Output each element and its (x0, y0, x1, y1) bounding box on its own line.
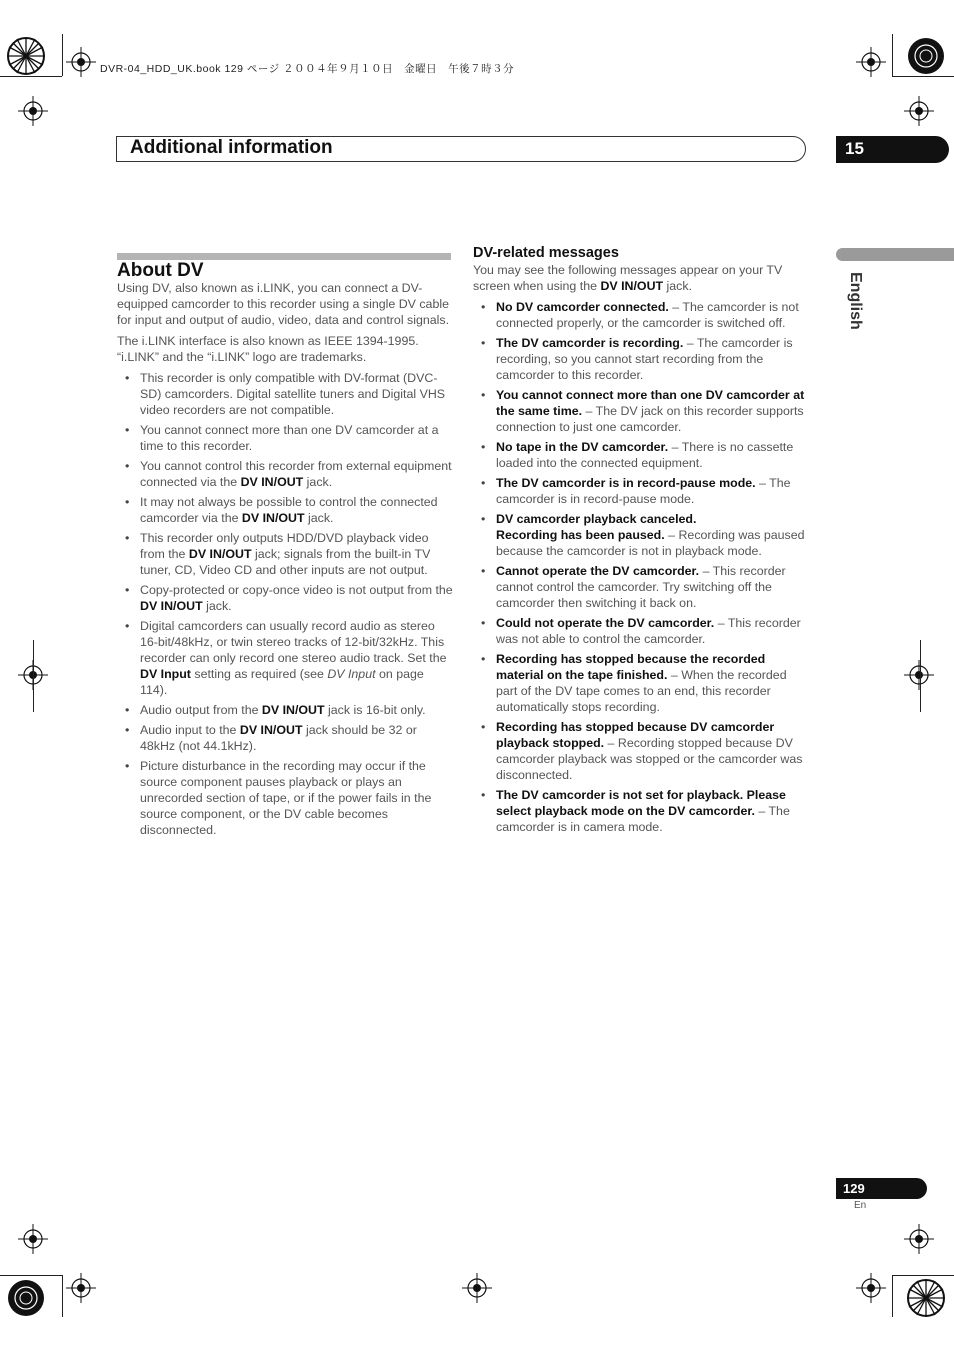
crosshair-icon (18, 96, 48, 126)
list-item: • This recorder only outputs HDD/DVD playback video from the DV IN/OUT jack; signals from the built-in TV tuner, CD, Video CD and other inputs are not output. (125, 531, 431, 577)
list-item: • The DV camcorder is recording. – The camcorder is recording, so you cannot start recording from the camcorder to this recorder. (481, 336, 793, 382)
bullet-icon: • (481, 476, 486, 490)
language-label: English (847, 272, 864, 330)
about-dv-list (117, 370, 453, 838)
list-item: • This recorder is only compatible with DV-format (DVC-SD) camcorders. Digital satellite tuners and Digital VHS video recorders are not compatible. (125, 371, 446, 417)
crosshair-icon (904, 1224, 934, 1254)
right-column (473, 245, 809, 839)
list-item: • Recording has stopped because DV camcorder playback stopped. – Recording stopped because DV camcorder playback was stopped or the camcorder was disconnected. (481, 720, 803, 782)
dv-messages-list (473, 299, 809, 835)
page-number: 129 (843, 1181, 865, 1196)
language-tab (836, 248, 954, 261)
list-item: • The DV camcorder is in record-pause mode. – The camcorder is in record-pause mode. (481, 476, 791, 506)
list-item: • Cannot operate the DV camcorder. – This recorder cannot control the camcorder. Try switching off the camcorder then switching it back on. (481, 564, 786, 610)
bullet-icon: • (481, 720, 486, 734)
bullet-icon: • (125, 723, 130, 737)
list-item: • The DV camcorder is not set for playback. Please select playback mode on the DV camcorder. – The camcorder is in camera mode. (481, 788, 790, 834)
list-item: • It may not always be possible to control the connected camcorder via the DV IN/OUT jack. (125, 495, 438, 525)
bullet-icon: • (481, 512, 486, 526)
list-item: • No tape in the DV camcorder. – There is no cassette loaded into the connected equipment. (481, 440, 794, 470)
registration-rosette-icon (6, 36, 46, 76)
crosshair-icon (66, 47, 96, 77)
registration-rosette-icon (906, 36, 946, 76)
bullet-icon: • (125, 423, 130, 437)
dv-messages-title: DV-related messages (473, 245, 619, 261)
list-item: • Audio output from the DV IN/OUT jack is 16-bit only. (125, 703, 426, 717)
list-item: • Digital camcorders can usually record audio as stereo 16-bit/48kHz, or twin stereo tracks of 12-bit/32kHz. This recorder can only record one stereo audio track. Set the DV Input setting as required (see DV Input on page 114). (125, 619, 447, 697)
print-file-header: DVR-04_HDD_UK.book 129 ページ ２００４年９月１０日 金曜日 午後７時３分 (100, 63, 515, 75)
bullet-icon: • (481, 788, 486, 802)
bullet-icon: • (481, 564, 486, 578)
bullet-icon: • (125, 459, 130, 473)
section-rule (117, 253, 451, 260)
bullet-icon: • (481, 652, 486, 666)
chapter-number: 15 (845, 139, 864, 158)
bullet-icon: • (125, 495, 130, 509)
bullet-icon: • (125, 583, 130, 597)
list-item: • Recording has stopped because the recorded material on the tape finished. – When the recorded part of the DV tape comes to an end, this recorder automatically stops recording. (481, 652, 787, 714)
list-item: • You cannot connect more than one DV camcorder at the same time. – The DV jack on this recorder supports connection to just one camcorder. (481, 388, 805, 434)
crosshair-icon (904, 660, 934, 690)
bullet-icon: • (481, 336, 486, 350)
list-item: • You cannot connect more than one DV camcorder at a time to this recorder. (125, 423, 439, 453)
bullet-icon: • (125, 619, 130, 633)
section-header-title: Additional information (130, 137, 333, 158)
registration-rosette-icon (906, 1278, 946, 1318)
bullet-icon: • (481, 388, 486, 402)
crosshair-icon (66, 1273, 96, 1303)
list-item: • DV camcorder playback canceled. Recording has been paused. – Recording was paused because the camcorder is not in playback mode. (481, 512, 805, 558)
list-item: • Copy-protected or copy-once video is not output from the DV IN/OUT jack. (125, 583, 453, 613)
ilink-paragraph: The i.LINK interface is also known as IEEE 1394-1995. “i.LINK” and the “i.LINK” logo are trademarks. (117, 334, 419, 364)
crosshair-icon (18, 1224, 48, 1254)
registration-rosette-icon (6, 1278, 46, 1318)
list-item: • You cannot control this recorder from external equipment connected via the DV IN/OUT jack. (125, 459, 452, 489)
bullet-icon: • (125, 759, 130, 773)
crosshair-icon (856, 47, 886, 77)
crosshair-icon (856, 1273, 886, 1303)
bullet-icon: • (481, 616, 486, 630)
about-dv-title: About DV (117, 260, 204, 281)
list-item: • Audio input to the DV IN/OUT jack should be 32 or 48kHz (not 44.1kHz). (125, 723, 417, 753)
bullet-icon: • (125, 703, 130, 717)
bullet-icon: • (481, 300, 486, 314)
crosshair-icon (462, 1273, 492, 1303)
bullet-icon: • (481, 440, 486, 454)
list-item: • Picture disturbance in the recording may occur if the source component pauses playback or plays an unrecorded section of tape, or if the power fails in the source component, or the DV cable becomes disconnected. (125, 759, 432, 837)
list-item: • No DV camcorder connected. – The camcorder is not connected properly, or the camcorder is switched off. (481, 300, 799, 330)
bullet-icon: • (125, 531, 130, 545)
page-language: En (854, 1200, 867, 1211)
bullet-icon: • (125, 371, 130, 385)
about-dv-paragraph: Using DV, also known as i.LINK, you can connect a DV-equipped camcorder to this recorder using a single DV cable for input and output of audio, video, data and control signals. (117, 281, 450, 327)
dv-messages-intro: You may see the following messages appear on your TV screen when using the DV IN/OUT jack. (473, 263, 783, 293)
crosshair-icon (904, 96, 934, 126)
left-column (117, 260, 453, 842)
list-item: • Could not operate the DV camcorder. – This recorder was not able to control the camcorder. (481, 616, 801, 646)
